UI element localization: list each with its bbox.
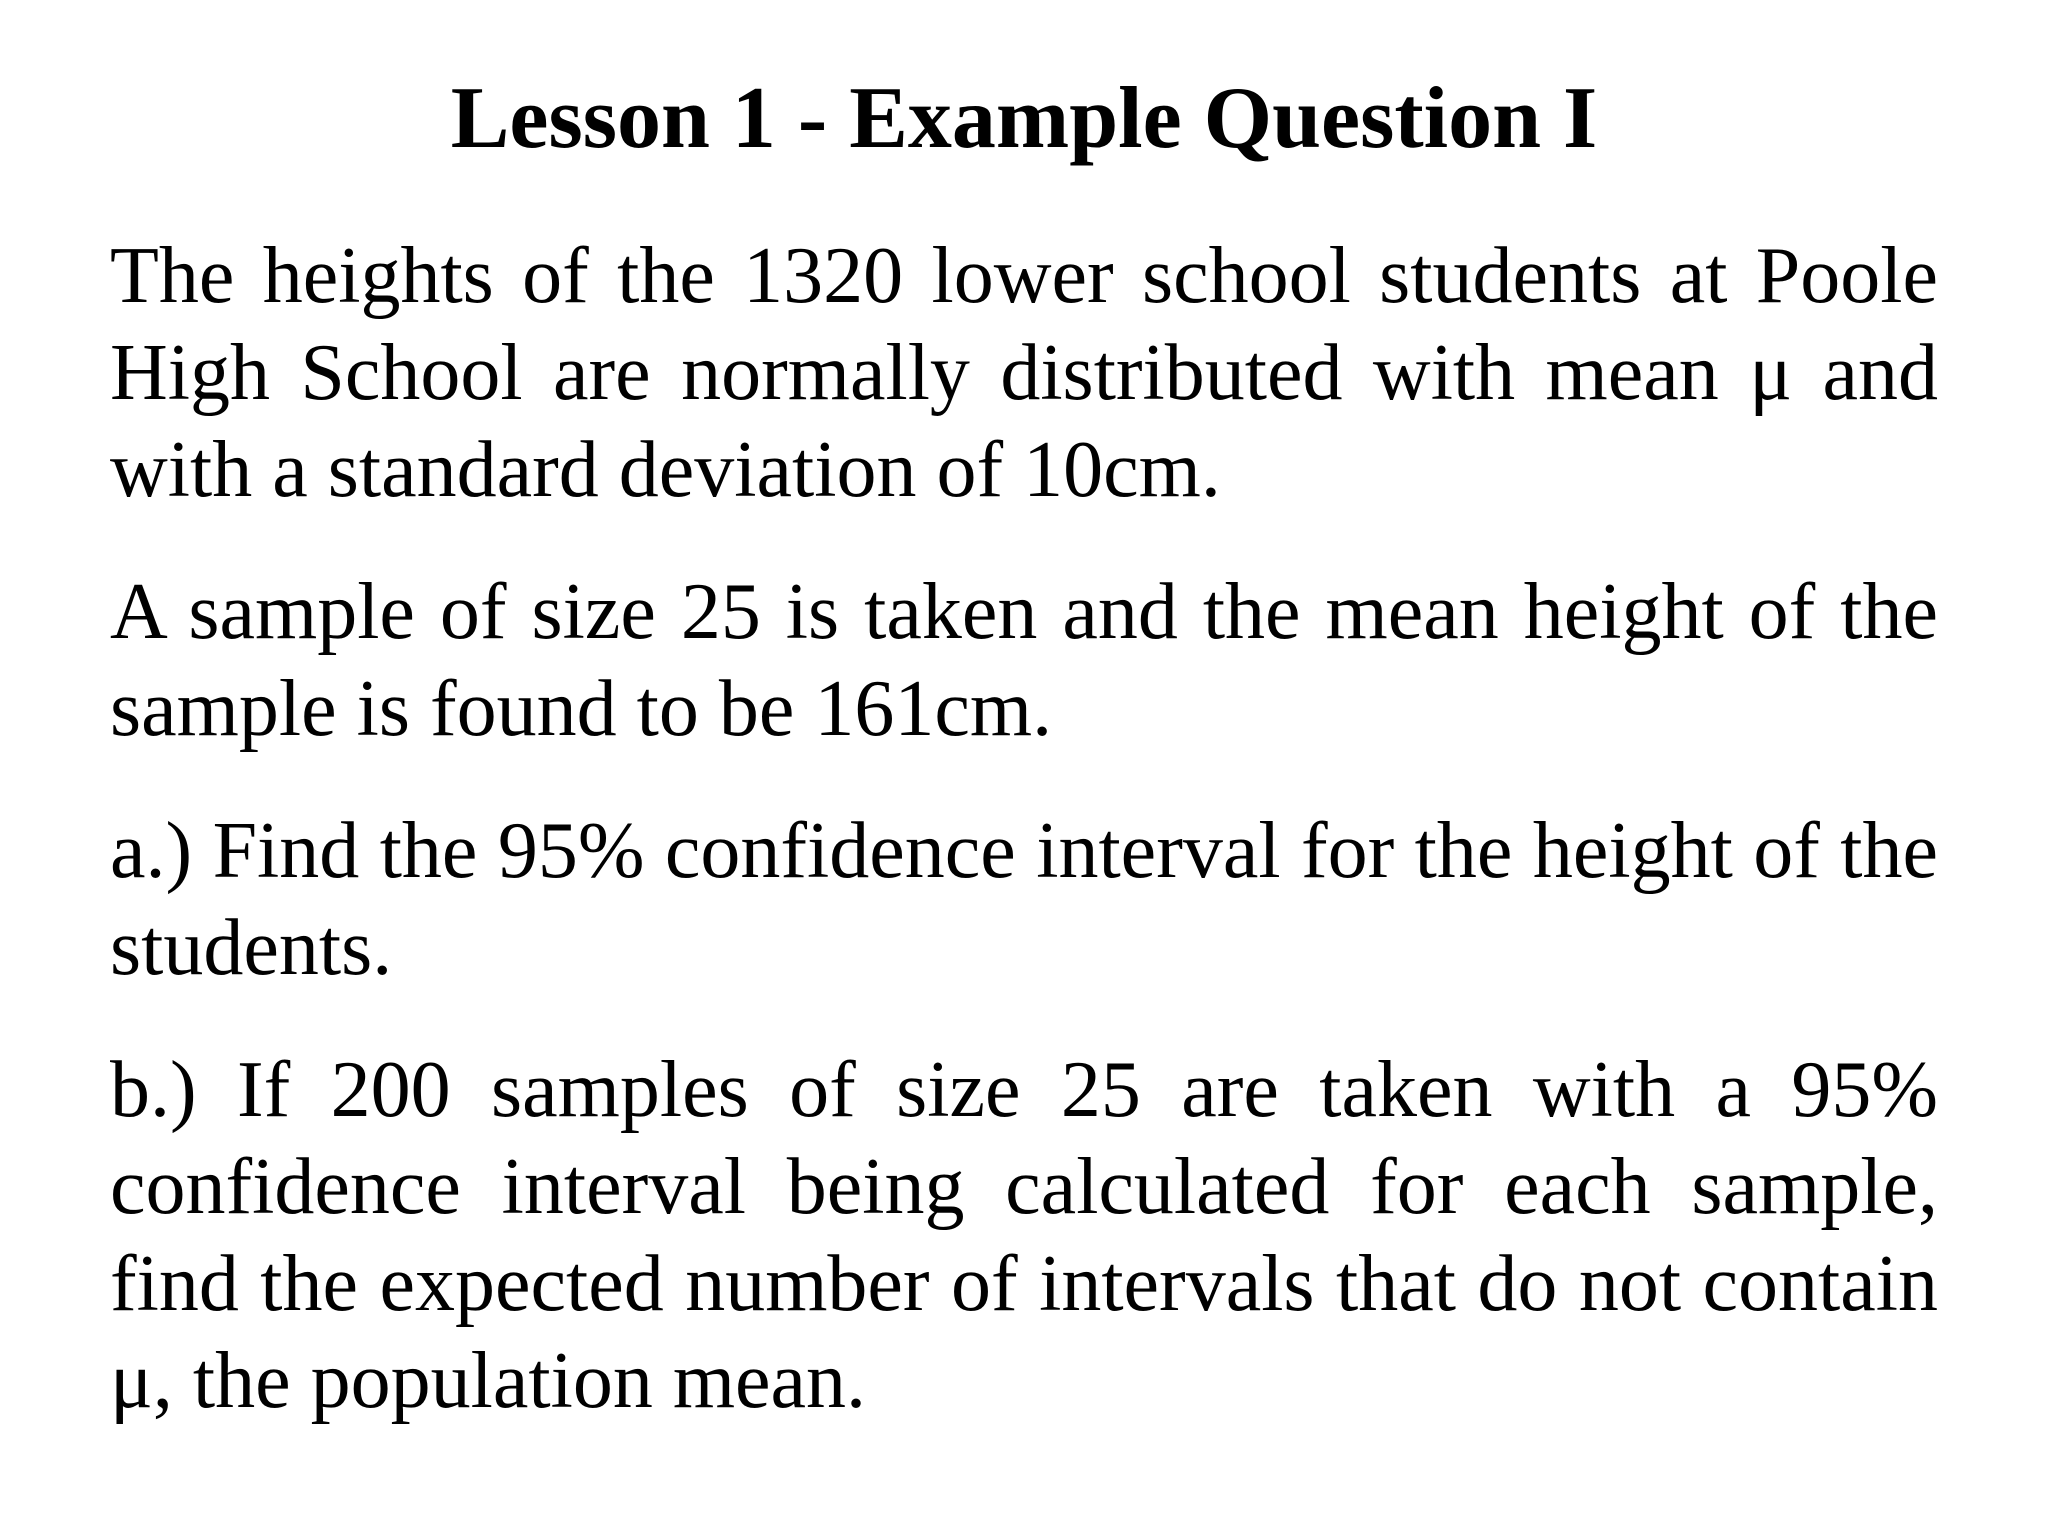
problem-statement: The heights of the 1320 lower school students at Poole High School are normally distributed with mean μ and with a standard deviation of 10cm. [110,232,1938,514]
question-part-a: a.) Find the 95% confidence interval for the height of the students. [110,807,1938,992]
sample-statement: A sample of size 25 is taken and the mean height of the sample is found to be 161cm. [110,568,1938,753]
question-body [110,228,1938,1430]
slide-title: Lesson 1 - Example Question I [450,70,1598,167]
question-part-b: b.) If 200 samples of size 25 are taken with a 95% confidence interval being calculated for each sample, find the expected number of intervals that do not contain μ, the population mean. [110,1046,1938,1425]
